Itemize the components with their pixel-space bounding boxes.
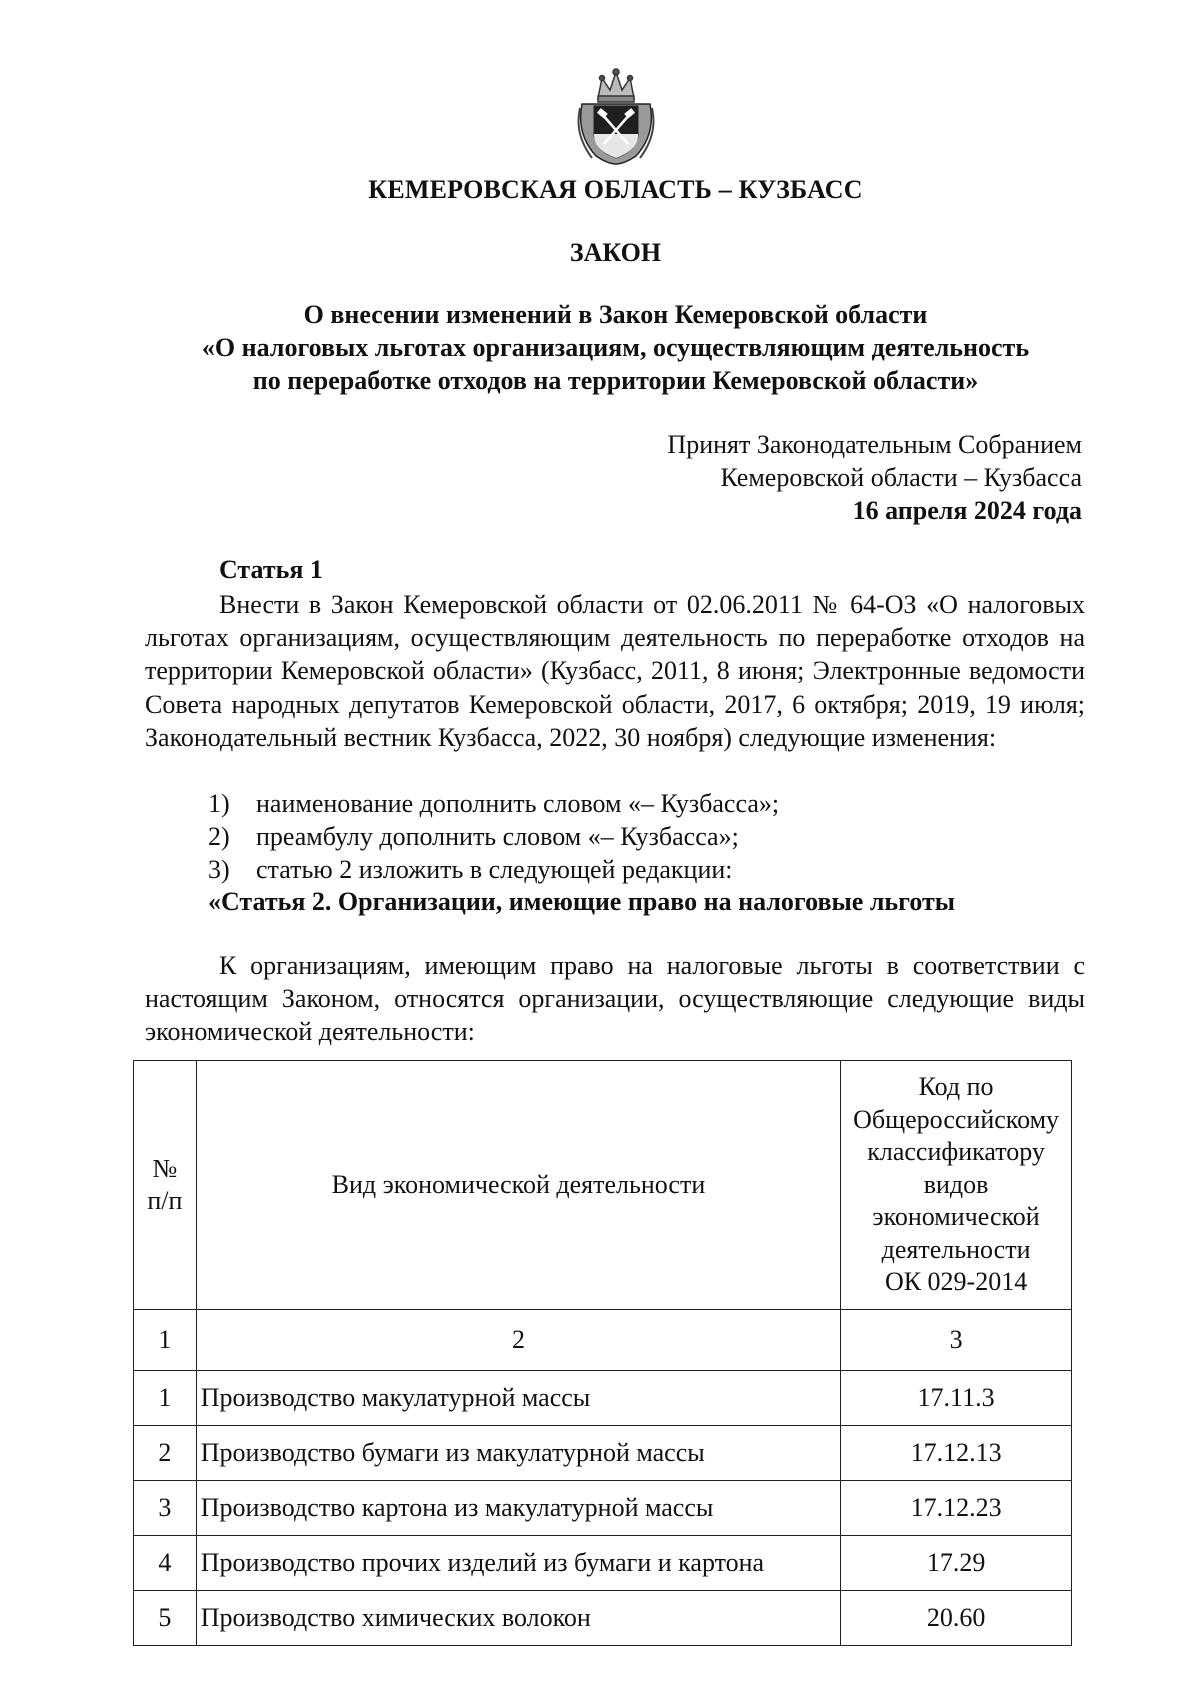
list-item-text: наименование дополнить словом «– Кузбасса»; xyxy=(256,789,780,818)
activity-cell: Производство прочих изделий из бумаги и картона xyxy=(196,1536,840,1591)
list-item-text: преамбулу дополнить словом «– Кузбасса»; xyxy=(256,822,739,851)
document-type: ЗАКОН xyxy=(569,238,662,267)
row-number-cell: 2 xyxy=(134,1426,197,1481)
list-item-number: 1) xyxy=(208,789,230,818)
code-cell: 17.29 xyxy=(841,1536,1072,1591)
adoption-date: 16 апреля 2024 года xyxy=(852,496,1082,525)
header-cell-line: видов xyxy=(923,1169,989,1199)
activity-cell: Производство картона из макулатурной массы xyxy=(196,1481,840,1536)
quoted-article-heading: «Статья 2. Организации, имеющие право на налоговые льготы xyxy=(208,887,956,916)
table-header-row xyxy=(134,1061,1072,1310)
law-title xyxy=(150,298,1081,397)
column-number-cell: 2 xyxy=(196,1310,840,1371)
header-cell-line: ОК 029-2014 xyxy=(884,1267,1028,1297)
activity-cell: Производство макулатурной массы xyxy=(196,1371,840,1426)
table-row xyxy=(134,1426,1072,1481)
row-number-cell: 4 xyxy=(134,1536,197,1591)
article-heading: Статья 1 xyxy=(219,555,323,584)
code-cell: 17.12.23 xyxy=(841,1481,1072,1536)
activity-cell: Производство бумаги из макулатурной массы xyxy=(196,1426,840,1481)
header-cell-line: п/п xyxy=(147,1186,183,1215)
article-intro xyxy=(145,588,1085,754)
region-title: КЕМЕРОВСКАЯ ОБЛАСТЬ – КУЗБАСС xyxy=(368,175,863,204)
adoption-line: Принят Законодательным Собранием xyxy=(667,430,1082,459)
column-number-cell: 1 xyxy=(134,1310,197,1371)
header-cell-line: экономической xyxy=(872,1202,1040,1232)
article-intro-text: Внести в Закон Кемеровской области от 02.06.2011 № 64-ОЗ «О налоговых льготах организациям, осуществляющим деятельность по переработке отходов на территории Кемеровской области» (Кузбасс, 2011, 8 июня; Электронные ведомости Совета народных депутатов Кемеровской области, 2017, 6 октября; 2019, 19 июля; Законодательный вестник Кузбасса, 2022, 30 ноября) следующие изменения: xyxy=(145,590,1085,752)
list-item xyxy=(208,787,779,820)
column-number-cell: 3 xyxy=(841,1310,1072,1371)
header-number-column xyxy=(134,1061,197,1310)
list-item-number: 2) xyxy=(208,822,230,851)
law-title-line: О внесении изменений в Закон Кемеровской области xyxy=(303,300,928,329)
row-number-cell: 3 xyxy=(134,1481,197,1536)
table-row xyxy=(134,1536,1072,1591)
row-number-cell: 5 xyxy=(134,1591,197,1646)
list-item-text: статью 2 изложить в следующей редакции: xyxy=(256,855,733,884)
table-row xyxy=(134,1481,1072,1536)
header-cell-line: классификатору xyxy=(867,1137,1045,1167)
law-title-line: по переработке отходов на территории Кемеровской области» xyxy=(252,366,979,395)
quoted-paragraph: К организациям, имеющим право на налоговые льготы в соответствии с настоящим Законом, относятся организации, осуществляющие следующие виды экономической деятельности: xyxy=(145,951,1085,1047)
header-activity-column: Вид экономической деятельности xyxy=(196,1061,840,1310)
column-number-row xyxy=(134,1310,1072,1371)
header-cell-line: № xyxy=(152,1153,178,1183)
header-cell-line: Код по xyxy=(918,1072,994,1102)
list-item xyxy=(208,853,733,886)
table-row xyxy=(134,1371,1072,1426)
list-item-number: 3) xyxy=(208,855,230,884)
shield-icon xyxy=(579,104,654,164)
crown-icon xyxy=(598,69,634,102)
list-item xyxy=(208,820,739,853)
row-number-cell: 1 xyxy=(134,1371,197,1426)
kuzbass-coat-of-arms-icon xyxy=(568,64,664,168)
code-cell: 17.11.3 xyxy=(841,1371,1072,1426)
header-cell-line: деятельности xyxy=(881,1234,1031,1264)
header-cell-line: Общероссийскому xyxy=(853,1104,1060,1134)
activity-cell: Производство химических волокон xyxy=(196,1591,840,1646)
header-code-column xyxy=(841,1061,1072,1310)
table-row xyxy=(134,1591,1072,1646)
code-cell: 17.12.13 xyxy=(841,1426,1072,1481)
adoption-line: Кемеровской области – Кузбасса xyxy=(720,463,1082,492)
code-cell: 20.60 xyxy=(841,1591,1072,1646)
activity-codes-table xyxy=(133,1060,1072,1646)
law-title-line: «О налоговых льготах организациям, осуществляющим деятельность xyxy=(201,333,1030,362)
adoption-block xyxy=(667,428,1082,527)
